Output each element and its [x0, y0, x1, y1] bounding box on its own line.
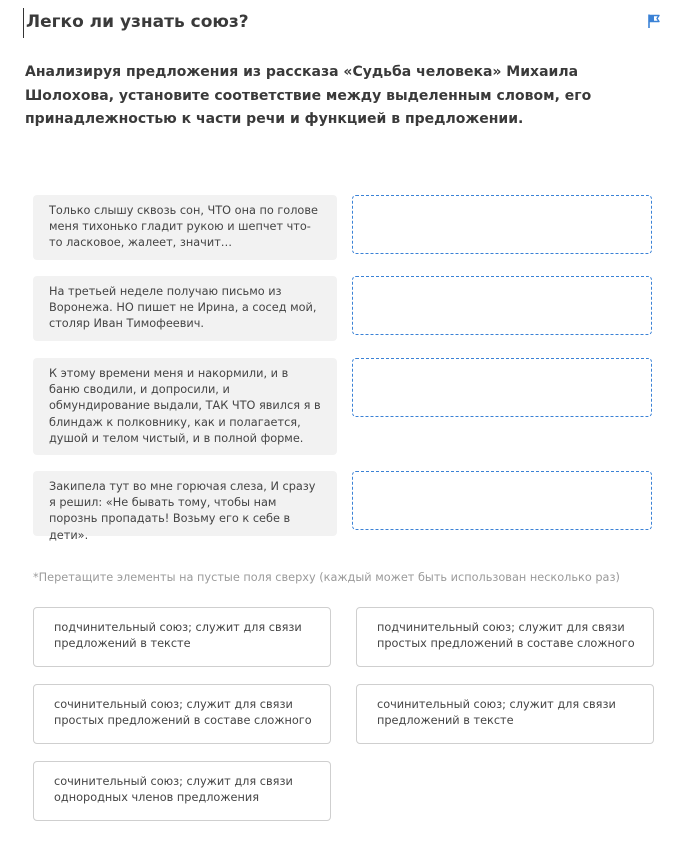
drag-hint: *Перетащите элементы на пустые поля сверху (каждый может быть использован несколько раз): [33, 571, 620, 584]
draggable-option-4[interactable]: сочинительный союз; служит для связи предложений в тексте: [356, 684, 654, 744]
draggable-option-1[interactable]: подчинительный союз; служит для связи предложений в тексте: [33, 607, 331, 667]
flag-icon[interactable]: [646, 13, 662, 29]
sentence-card-3: К этому времени меня и накормили, и в баню сводили, и допросили, и обмундирование выдали, ТАК ЧТО явился я в блиндаж к полковнику, как и полагается, душой и телом чистый, и в полной форме.: [33, 358, 337, 455]
dropzone-3[interactable]: [352, 358, 652, 417]
page-title: Легко ли узнать союз?: [26, 12, 249, 32]
dropzone-1[interactable]: [352, 195, 652, 254]
draggable-option-3[interactable]: сочинительный союз; служит для связи простых предложений в составе сложного: [33, 684, 331, 744]
sentence-card-4: Закипела тут во мне горючая слеза, И сразу я решил: «Не бывать тому, чтобы нам порознь пропадать! Возьму его к себе в дети».: [33, 471, 337, 536]
draggable-option-5[interactable]: сочинительный союз; служит для связи однородных членов предложения: [33, 761, 331, 821]
sentence-card-1: Только слышу сквозь сон, ЧТО она по голове меня тихонько гладит рукою и шепчет что-то ласковое, жалеет, значит…: [33, 195, 337, 260]
sentence-card-2: На третьей неделе получаю письмо из Воронежа. НО пишет не Ирина, а сосед мой, столяр Иван Тимофеевич.: [33, 276, 337, 341]
dropzone-2[interactable]: [352, 276, 652, 335]
text-cursor: [23, 8, 24, 38]
task-instruction: Анализируя предложения из рассказа «Судьба человека» Михаила Шолохова, установите соответствие между выделенным словом, его принадлежностью к части речи и функцией в предложении.: [25, 64, 592, 127]
draggable-option-2[interactable]: подчинительный союз; служит для связи простых предложений в составе сложного: [356, 607, 654, 667]
dropzone-4[interactable]: [352, 471, 652, 530]
